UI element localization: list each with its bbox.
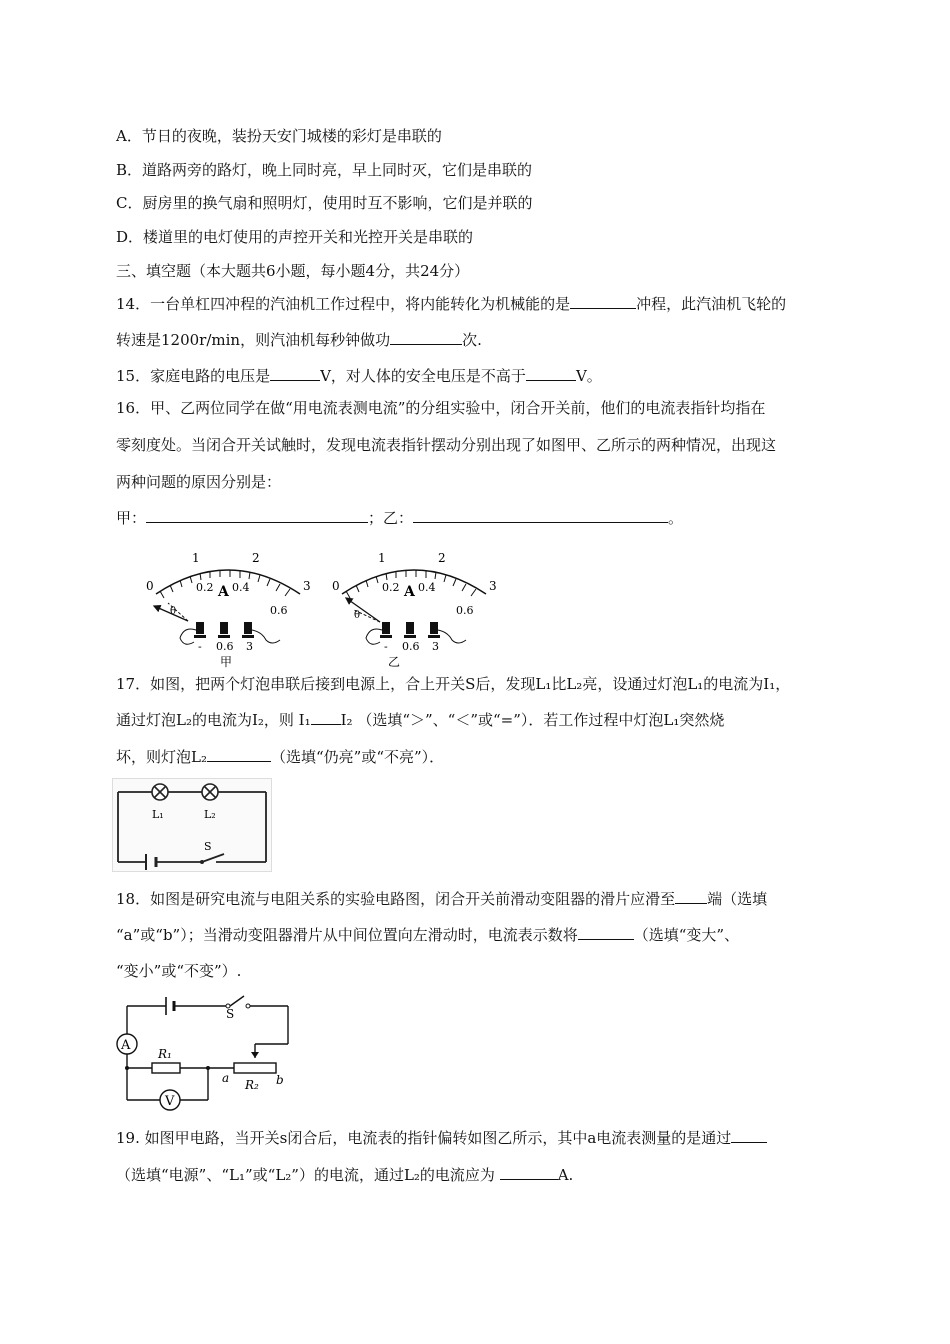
slider-arrow-icon: [251, 1052, 259, 1058]
q14-blank-1[interactable]: [570, 294, 636, 309]
q16-blank-a[interactable]: [146, 508, 368, 523]
caption-yi: 乙: [388, 655, 401, 669]
q14-blank-2[interactable]: [390, 330, 462, 345]
ammeter-icon: [117, 1034, 137, 1054]
terminal-0.6: 0.6: [216, 640, 234, 653]
label-s: S: [226, 1007, 235, 1021]
label-b: b: [276, 1073, 284, 1087]
resistance-circuit-figure: [108, 992, 298, 1116]
q16-blank-b[interactable]: [413, 508, 668, 523]
scale-3: 3: [303, 579, 311, 593]
q16-line1: 16．甲、乙两位同学在做“用电流表测电流”的分组实验中，闭合开关前，他们的电流表指针均指在: [116, 399, 766, 417]
unit-label: A: [404, 584, 415, 600]
q17-blank-1[interactable]: [311, 710, 341, 725]
q19-blank-1[interactable]: [731, 1128, 767, 1143]
ammeter-label: A: [121, 1038, 131, 1053]
caption-jia: 甲: [220, 655, 233, 669]
scale-1: 1: [378, 551, 386, 565]
option-c: C．厨房里的换气扇和照明灯，使用时互不影响，它们是并联的: [116, 194, 533, 212]
q18-blank-2[interactable]: [578, 925, 634, 940]
battery-icon: [166, 997, 174, 1015]
scale-0.6: 0.6: [270, 604, 288, 617]
series-circuit-figure: [112, 778, 272, 872]
q15-blank-2[interactable]: [526, 366, 576, 381]
label-l1: L₁: [152, 808, 164, 821]
rheostat-r2-icon: [234, 1063, 276, 1073]
terminals: [380, 622, 440, 638]
label-s: S: [204, 840, 212, 853]
q16-answer-line: 甲： ；乙： 。: [116, 509, 684, 527]
terminal-0.6: 0.6: [402, 640, 420, 653]
label-r1: R₁: [158, 1047, 172, 1061]
terminal-3: 3: [246, 640, 253, 653]
q19-line2: （选填“电源”、“L₁”或“L₂”）的电流，通过L₂的电流应为 A.: [116, 1166, 574, 1184]
scale-0: 0: [146, 579, 154, 593]
scale-0: 0: [332, 579, 340, 593]
theta-label: θ: [170, 606, 177, 617]
resistor-r1-icon: [152, 1063, 180, 1073]
terminals: [194, 622, 254, 638]
q14-line1: 14．一台单杠四冲程的汽油机工作过程中，将内能转化为机械能的是 冲程，此汽油机飞轮的: [116, 295, 787, 313]
q17-blank-2[interactable]: [207, 747, 271, 762]
ammeter-yi: [332, 551, 497, 669]
terminal-minus: -: [384, 640, 388, 653]
q14-line2: 转速是1200r/min，则汽油机每秒钟做功 次.: [116, 331, 482, 349]
scale-3: 3: [489, 579, 497, 593]
unit-label: A: [218, 584, 229, 600]
voltmeter-label: V: [165, 1094, 175, 1109]
q16-line2: 零刻度处。当闭合开关试触时，发现电流表指针摆动分别出现了如图甲、乙所示的两种情况，出现这: [116, 436, 777, 454]
option-a: A．节日的夜晚，装扮天安门城楼的彩灯是串联的: [116, 127, 442, 145]
voltmeter-icon: [160, 1090, 180, 1110]
q18-blank-1[interactable]: [675, 889, 707, 904]
theta-label: θ: [354, 610, 361, 621]
q17-line2: 通过灯泡L₂的电流为I₂，则 I₁ I₂ （选填“＞”、“＜”或“=”）．若工作过程中灯泡L₁突然烧: [116, 711, 725, 729]
q19-line1: 19. 如图甲电路，当开关s闭合后，电流表的指针偏转如图乙所示，其中a电流表测量的是通过: [116, 1128, 767, 1148]
q17-line1: 17．如图，把两个灯泡串联后接到电源上，合上开关S后，发现L₁比L₂亮，设通过灯泡L₁的电流为I₁，: [116, 675, 791, 693]
lamp-l2-icon: [202, 784, 218, 800]
ammeter-figures: [138, 546, 518, 671]
q17-line3: 坏，则灯泡L₂ （选填“仍亮”或“不亮”）．: [116, 748, 445, 766]
q18-line3: “变小”或“不变”）.: [116, 962, 242, 980]
terminal-3: 3: [432, 640, 439, 653]
terminal-minus: -: [198, 640, 202, 653]
option-d: D．楼道里的电灯使用的声控开关和光控开关是串联的: [116, 228, 474, 246]
scale-0.6: 0.6: [456, 604, 474, 617]
label-a: a: [222, 1071, 230, 1085]
scale-0.2: 0.2: [382, 581, 400, 594]
scale-1: 1: [192, 551, 200, 565]
scale-0.4: 0.4: [232, 581, 250, 594]
q18-line1: 18．如图是研究电流与电阻关系的实验电路图，闭合开关前滑动变阻器的滑片应滑至 端（选填: [116, 890, 768, 908]
q16-line3: 两种问题的原因分别是：: [116, 473, 282, 491]
ammeter-jia: [146, 551, 311, 669]
option-b: B．道路两旁的路灯，晚上同时亮，早上同时灭，它们是串联的: [116, 161, 533, 179]
q15-blank-1[interactable]: [270, 366, 320, 381]
q19-blank-2[interactable]: [500, 1165, 558, 1180]
lamp-l1-icon: [152, 784, 168, 800]
label-l2: L₂: [204, 808, 216, 821]
scale-2: 2: [252, 551, 260, 565]
section-heading: 三、填空题（本大题共6小题，每小题4分，共24分）: [116, 262, 470, 280]
q18-line2: “a”或“b”）；当滑动变阻器滑片从中间位置向左滑动时，电流表示数将 （选填“变大”、: [116, 926, 740, 944]
scale-2: 2: [438, 551, 446, 565]
q15-line: 15．家庭电路的电压是 V，对人体的安全电压是不高于 V。: [116, 367, 602, 385]
scale-0.4: 0.4: [418, 581, 436, 594]
label-r2: R₂: [245, 1078, 259, 1092]
scale-0.2: 0.2: [196, 581, 214, 594]
